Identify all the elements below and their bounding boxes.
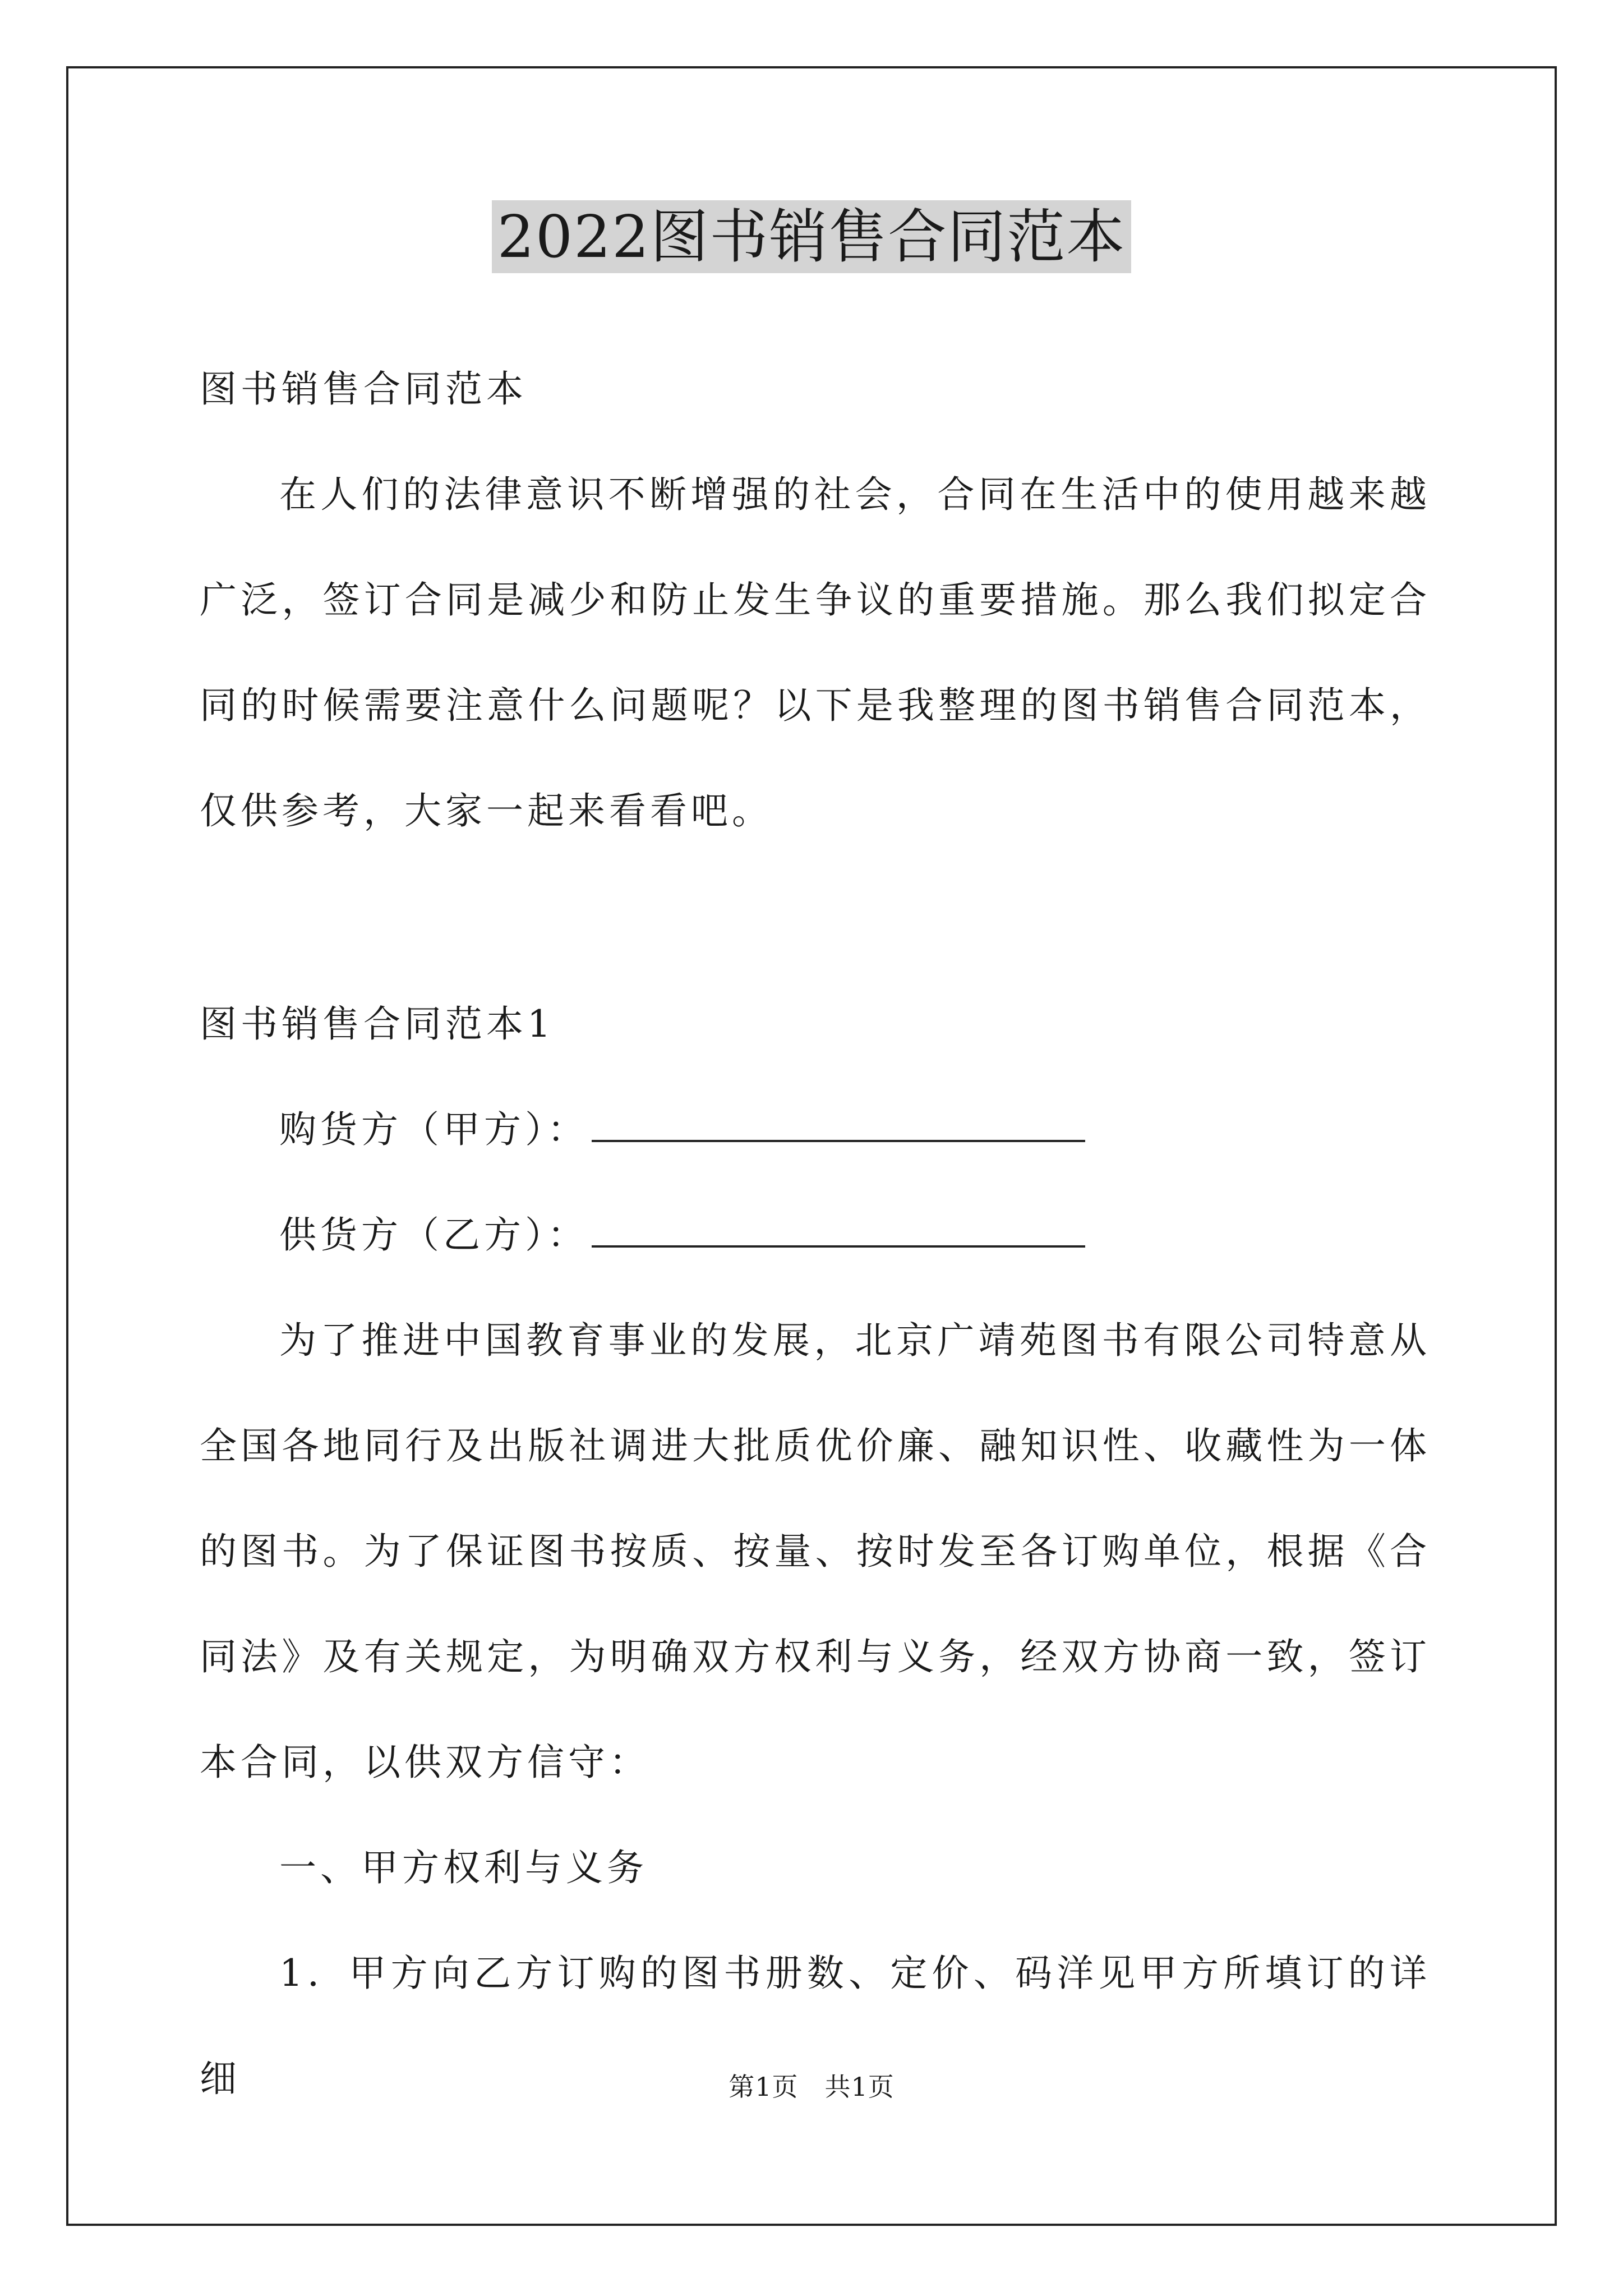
- seller-field-row: [200, 1182, 1431, 1288]
- clause-heading-block: [200, 1815, 1431, 1921]
- body-paragraph-block: [200, 1288, 1431, 1815]
- page-number: 第1页 共1页: [728, 2072, 895, 2102]
- document-title: [0, 197, 1623, 276]
- buyer-line: [200, 1077, 1431, 1182]
- document-title-text: 2022图书销售合同范本: [492, 200, 1132, 273]
- seller-label: 供货方（乙方）：: [279, 1213, 588, 1257]
- page-footer: [0, 2070, 1623, 2104]
- buyer-blank-field[interactable]: [592, 1108, 1085, 1142]
- buyer-field-row: [200, 1077, 1431, 1182]
- seller-line: [200, 1182, 1431, 1288]
- body-paragraph: 为了推进中国教育事业的发展，北京广靖苑图书有限公司特意从全国各地同行及出版社调进大批质优价廉、融知识性、收藏性为一体的图书。为了保证图书按质、按量、按时发至各订购单位，根据《合同法》及有关规定，为明确双方权利与义务，经双方协商一致，签订本合同，以供双方信守：: [200, 1319, 1431, 1784]
- clause-1: 1．甲方向乙方订购的图书册数、定价、码洋见甲方所填订的详细: [200, 1952, 1431, 2100]
- buyer-label: 购货方（甲方）：: [279, 1108, 588, 1151]
- intro-paragraph: 在人们的法律意识不断增强的社会，合同在生活中的使用越来越广泛，签订合同是减少和防止发生争议的重要措施。那么我们拟定合同的时候需要注意什么问题呢？以下是我整理的图书销售合同范本，仅供参考，大家一起来看看吧。: [200, 473, 1431, 832]
- section-heading: 图书销售合同范本1: [200, 1002, 555, 1046]
- clause-heading: 一、甲方权利与义务: [279, 1846, 648, 1889]
- seller-blank-field[interactable]: [592, 1214, 1085, 1248]
- section-heading-block: [200, 972, 1431, 1077]
- intro-paragraph-block: [200, 442, 1431, 864]
- document-subtitle: [200, 337, 1431, 442]
- subtitle-text: 图书销售合同范本: [200, 367, 527, 411]
